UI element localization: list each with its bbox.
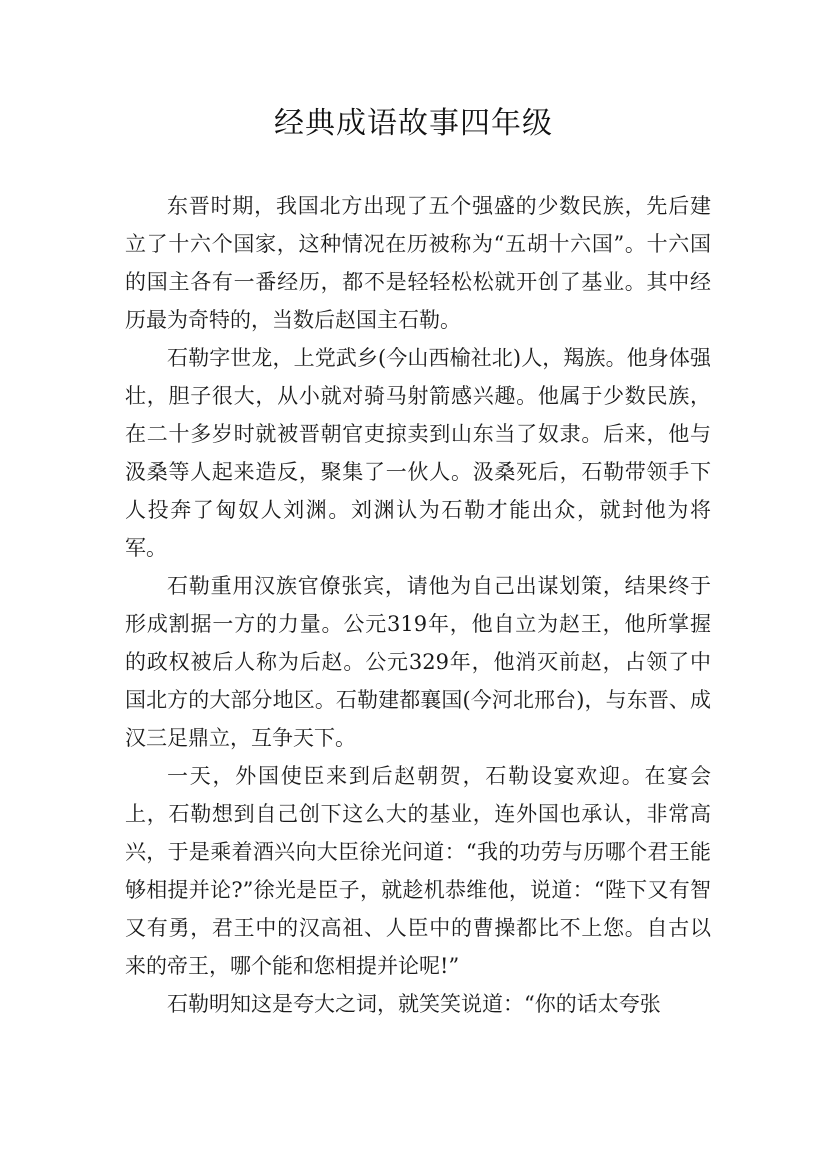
paragraph-5: 石勒明知这是夸大之词，就笑笑说道：“你的话太夸张 <box>167 992 661 1016</box>
paragraph-3: 石勒重用汉族官僚张宾，请他为自己出谋划策，结果终于形成割据一方的力量。公元319年，他自立为赵王，他所掌握的政权被后人称为后赵。公元329年，他消灭前赵，占领了中国北方的大部分地区。石勒建都襄国(今河北邢台)，与东晋、成汉三足鼎立，互争天下。 <box>125 574 711 750</box>
paragraph-4: 一天，外国使臣来到后赵朝贺，石勒设宴欢迎。在宴会上，石勒想到自己创下这么大的基业，连外国也承认，非常高兴，于是乘着酒兴向大臣徐光问道：“我的功劳与历哪个君王能够相提并论?”徐光是臣子，就趁机恭维他，说道：“陛下又有智又有勇，君王中的汉高祖、人臣中的曹操都比不上您。自古以来的帝王，哪个能和您相提并论呢!” <box>125 764 711 978</box>
paragraph-2: 石勒字世龙，上党武乡(今山西榆社北)人，羯族。他身体强壮，胆子很大，从小就对骑马射箭感兴趣。他属于少数民族，在二十多岁时就被晋朝官吏掠卖到山东当了奴隶。后来，他与汲桑等人起来造反，聚集了一伙人。汲桑死后，石勒带领手下人投奔了匈奴人刘渊。刘渊认为石勒才能出众，就封他为将军。 <box>125 346 711 560</box>
paragraph-1: 东晋时期，我国北方出现了五个强盛的少数民族，先后建立了十六个国家，这种情况在历被称为“五胡十六国”。十六国的国主各有一番经历，都不是轻轻松松就开创了基业。其中经历最为奇特的，当数后赵国主石勒。 <box>125 194 711 332</box>
document-title: 经典成语故事四年级 <box>274 106 553 141</box>
document-body <box>125 187 711 1023</box>
